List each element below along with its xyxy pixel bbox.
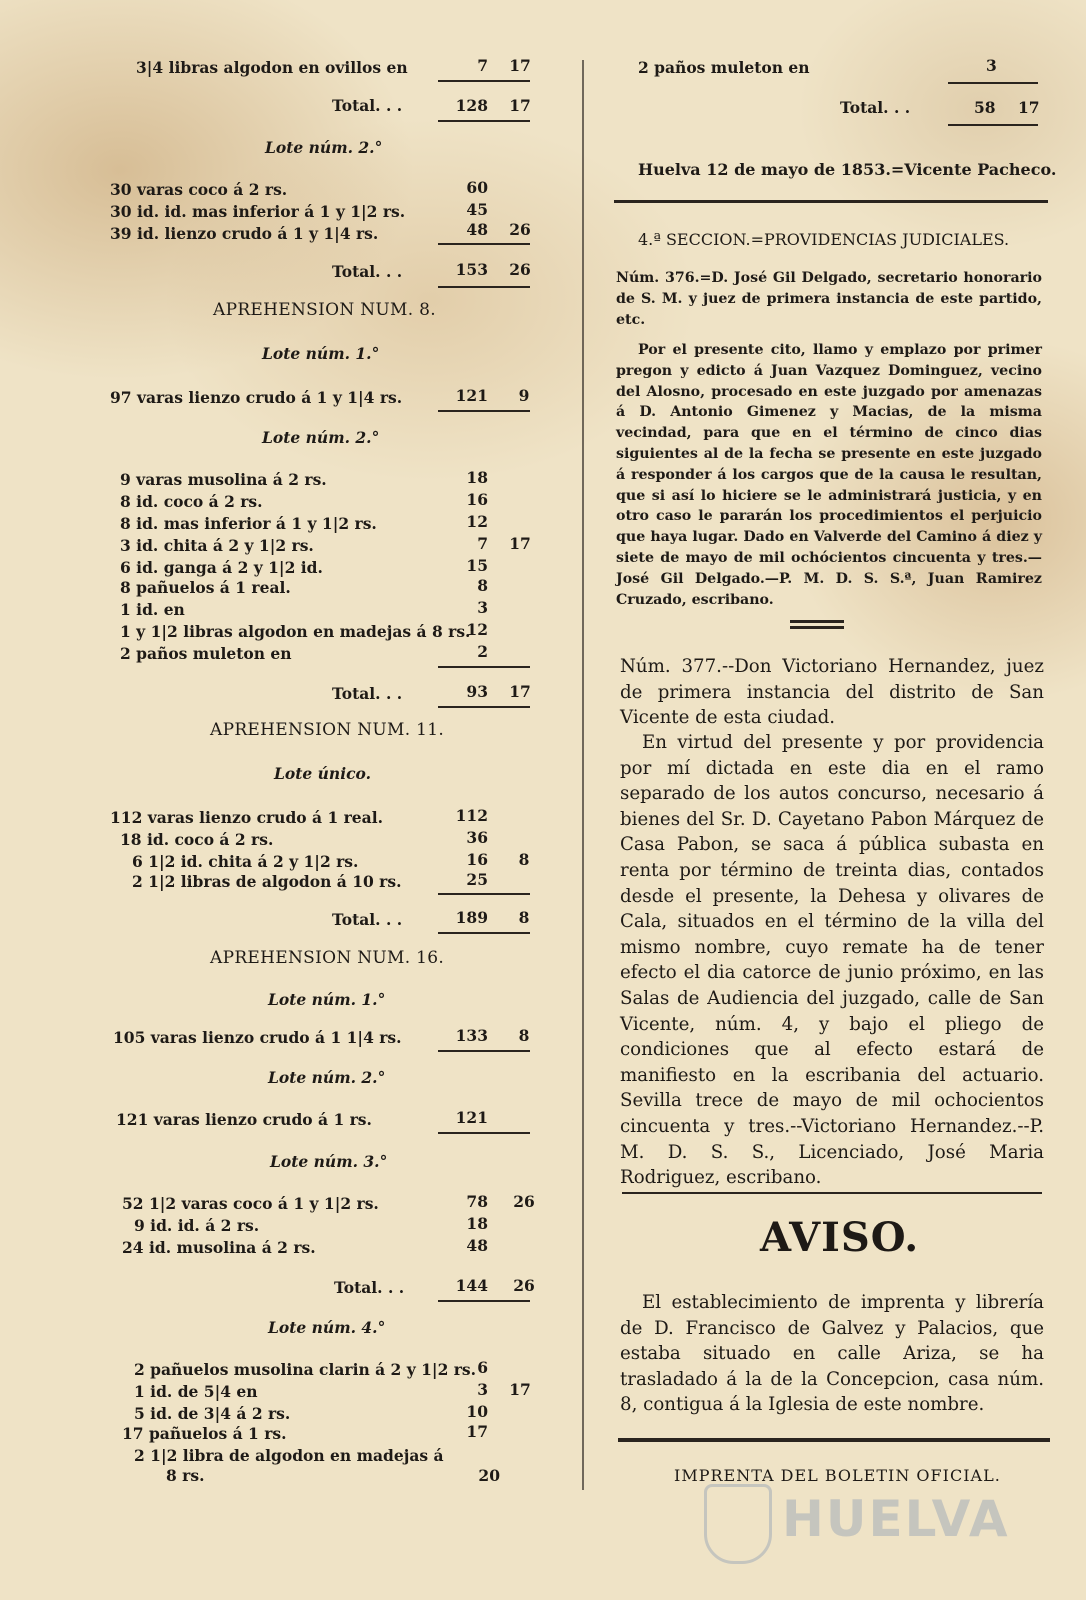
item-row: 97 varas lienzo crudo á 1 y 1|4 rs. (110, 388, 403, 407)
total-rule (438, 120, 530, 122)
lote-heading: Lote núm. 2.° (262, 428, 380, 447)
total-cents: 17 (509, 682, 531, 701)
total-value: 58 (974, 98, 996, 117)
total-cents: 17 (1018, 98, 1040, 117)
item-cents: 8 (518, 850, 530, 869)
item-value: 16 (466, 490, 488, 509)
sum-rule (438, 243, 530, 245)
item-row: 2 paños muleton en (120, 644, 292, 663)
coat-of-arms-watermark (704, 1484, 772, 1564)
item-row: 8 id. mas inferior á 1 y 1|2 rs. (120, 514, 377, 533)
item-row: 9 varas musolina á 2 rs. (120, 470, 327, 489)
total-value: 93 (466, 682, 488, 701)
item-row: 30 varas coco á 2 rs. (110, 180, 288, 199)
total-label: Total. . . (332, 96, 403, 115)
lote-heading: Lote único. (274, 764, 371, 783)
item-value: 12 (466, 620, 488, 639)
total-cents: 26 (509, 260, 531, 279)
item-row: 52 1|2 varas coco á 1 y 1|2 rs. (122, 1194, 379, 1213)
sum-rule (948, 82, 1038, 84)
item-value: 121 (455, 386, 488, 405)
lote-heading: Lote núm. 3.° (270, 1152, 388, 1171)
item-cents: 17 (509, 56, 531, 75)
total-cents: 8 (518, 908, 530, 927)
item-row: 18 id. coco á 2 rs. (120, 830, 274, 849)
item-row: 8 rs. (166, 1466, 205, 1485)
item-value: 7 (477, 56, 488, 75)
total-label: Total. . . (840, 98, 911, 117)
column-divider (582, 60, 584, 1490)
item-value: 112 (455, 806, 488, 825)
item-cents: 17 (509, 1380, 531, 1399)
notice-separator (790, 620, 844, 623)
lote-heading: Lote núm. 2.° (268, 1068, 386, 1087)
lote-heading: Lote núm. 1.° (262, 344, 380, 363)
notice-376-heading: Núm. 376.=D. José Gil Delgado, secretario honorario de S. M. y juez de primera instancia de este partido, etc. (616, 270, 1042, 328)
sum-rule (438, 666, 530, 668)
sum-rule (438, 80, 530, 82)
item-value: 3 (477, 598, 488, 617)
item-value: 12 (466, 512, 488, 531)
item-row: 121 varas lienzo crudo á 1 rs. (116, 1110, 372, 1129)
item-cents: 9 (518, 386, 530, 405)
total-label: Total. . . (334, 1278, 405, 1297)
total-label: Total. . . (332, 910, 403, 929)
item-row: 112 varas lienzo crudo á 1 real. (110, 808, 383, 827)
total-value: 144 (455, 1276, 488, 1295)
item-row: 105 varas lienzo crudo á 1 1|4 rs. (113, 1028, 402, 1047)
item-row: 8 pañuelos á 1 real. (120, 578, 291, 597)
item-row: 1 id. de 5|4 en (134, 1382, 258, 1401)
item-row: 30 id. id. mas inferior á 1 y 1|2 rs. (110, 202, 406, 221)
item-value: 7 (477, 534, 488, 553)
item-row: 2 paños muleton en (638, 58, 810, 77)
total-rule (438, 706, 530, 708)
total-rule (438, 1300, 530, 1302)
item-row: 24 id. musolina á 2 rs. (122, 1238, 316, 1257)
total-cents: 17 (509, 96, 531, 115)
item-value: 121 (455, 1108, 488, 1127)
lote-heading: Lote núm. 4.° (268, 1318, 386, 1337)
item-value: 6 (477, 1358, 488, 1377)
item-cents: 8 (518, 1026, 530, 1045)
total-rule (948, 124, 1038, 126)
section-heading: 4.ª SECCION.=PROVIDENCIAS JUDICIALES. (638, 230, 1010, 249)
item-cents: 26 (513, 1192, 535, 1211)
total-value: 189 (455, 908, 488, 927)
item-row: 1 y 1|2 libras algodon en madejas á 8 rs. (120, 622, 471, 641)
imprint-line: IMPRENTA DEL BOLETIN OFICIAL. (674, 1466, 1001, 1485)
item-value: 45 (466, 200, 488, 219)
item-row: 39 id. lienzo crudo á 1 y 1|4 rs. (110, 224, 379, 243)
item-value: 20 (478, 1466, 500, 1485)
item-value: 3 (477, 1380, 488, 1399)
item-row: 6 1|2 id. chita á 2 y 1|2 rs. (132, 852, 359, 871)
item-row: 2 1|2 libra de algodon en madejas á (134, 1446, 444, 1465)
total-value: 153 (455, 260, 488, 279)
item-value: 3 (986, 56, 997, 75)
total-rule (438, 932, 530, 934)
aviso-title: AVISO. (760, 1214, 920, 1261)
total-label: Total. . . (332, 684, 403, 703)
item-value: 78 (466, 1192, 488, 1211)
item-cents: 17 (509, 534, 531, 553)
item-value: 2 (477, 642, 488, 661)
item-row: 1 id. en (120, 600, 185, 619)
section-rule (614, 200, 1048, 203)
item-value: 15 (466, 556, 488, 575)
item-value: 17 (466, 1422, 488, 1441)
dateline: Huelva 12 de mayo de 1853.=Vicente Pacheco. (638, 160, 1057, 179)
item-value: 60 (466, 178, 488, 197)
total-label: Total. . . (332, 262, 403, 281)
item-row: 2 1|2 libras de algodon á 10 rs. (132, 872, 402, 891)
item-row: 8 id. coco á 2 rs. (120, 492, 263, 511)
item-value: 18 (466, 468, 488, 487)
item-value: 18 (466, 1214, 488, 1233)
item-row: 9 id. id. á 2 rs. (134, 1216, 260, 1235)
item-value: 48 (466, 220, 488, 239)
sum-rule (438, 410, 530, 412)
notice-377-heading: Núm. 377.--Don Victoriano Hernandez, juez de primera instancia del distrito de San Vicente de esta ciudad. (620, 656, 1044, 729)
aprehension-heading: APREHENSION NUM. 8. (213, 300, 436, 320)
sum-rule (438, 1050, 530, 1052)
aprehension-heading: APREHENSION NUM. 16. (210, 948, 445, 968)
total-cents: 26 (513, 1276, 535, 1295)
notice-377-body: En virtud del presente y por providencia por mí dictada en este dia en el ramo separado de los autos concurso, necesario á bienes del Sr. D. Cayetano Pabon Márquez de Casa Pabon, se saca á pública subasta en renta por término de treinta dias, contados desde el presente, la Dehesa y olivares de Cala, situados en el término de la villa del mismo nombre, cuyo remate ha de tener efecto el dia catorce de junio próximo, en las Salas de Audiencia del juzgado, calle de San Vicente, núm. 4, y bajo el pliego de condiciones que al efecto estará de manifiesto en la escribania del actuario. Sevilla trece de mayo de mil ochocientos cincuenta y tres.--Victoriano Hernandez.--P. M. D. S. S., Licenciado, José Maria Rodriguez, escribano. (620, 732, 1044, 1189)
notice-376-body: Por el presente cito, llamo y emplazo por primer pregon y edicto á Juan Vazquez Dominguez, vecino del Alosno, procesado en este juzgado por amenazas á D. Antonio Gimenez y Macias, de la misma vecindad, para que en el término de cinco dias siguientes al de la fecha se presente en este juzgado á responder á los cargos que de la causa le resultan, que si así lo hiciere se le administrará justicia, y en otro caso le pararán los procedimientos el perjuicio que haya lugar. Dado en Valverde del Camino á diez y siete de mayo de mil ochócientos cincuenta y tres.—José Gil Delgado.—P. M. D. S. S.ª, Juan Ramirez Cruzado, escribano. (616, 342, 1042, 608)
sum-rule (438, 1132, 530, 1134)
item-row: 2 pañuelos musolina clarin á 2 y 1|2 rs. (134, 1360, 477, 1379)
lote-heading: Lote núm. 2.° (265, 138, 383, 157)
item-row: 3 id. chita á 2 y 1|2 rs. (120, 536, 314, 555)
total-rule (438, 286, 530, 288)
item-value: 10 (466, 1402, 488, 1421)
item-value: 48 (466, 1236, 488, 1255)
item-value: 8 (477, 576, 488, 595)
section-rule (622, 1192, 1042, 1194)
lote-heading: Lote núm. 1.° (268, 990, 386, 1009)
item-cents: 26 (509, 220, 531, 239)
item-value: 25 (466, 870, 488, 889)
total-value: 128 (455, 96, 488, 115)
huelva-watermark: HUELVA (782, 1490, 1010, 1548)
item-row: 3|4 libras algodon en ovillos en (136, 58, 408, 77)
item-row: 6 id. ganga á 2 y 1|2 id. (120, 558, 323, 577)
aprehension-heading: APREHENSION NUM. 11. (210, 720, 445, 740)
aviso-body: El establecimiento de imprenta y librería de D. Francisco de Galvez y Palacios, que estaba situado en calle Ariza, se ha trasladado á la de la Concepcion, casa núm. 8, contigua á la Iglesia de este nombre. (620, 1292, 1044, 1416)
item-value: 36 (466, 828, 488, 847)
item-row: 17 pañuelos á 1 rs. (122, 1424, 287, 1443)
footer-rule (618, 1438, 1050, 1442)
item-value: 16 (466, 850, 488, 869)
sum-rule (438, 893, 530, 895)
notice-separator (790, 626, 844, 629)
item-row: 5 id. de 3|4 á 2 rs. (134, 1404, 291, 1423)
item-value: 133 (455, 1026, 488, 1045)
